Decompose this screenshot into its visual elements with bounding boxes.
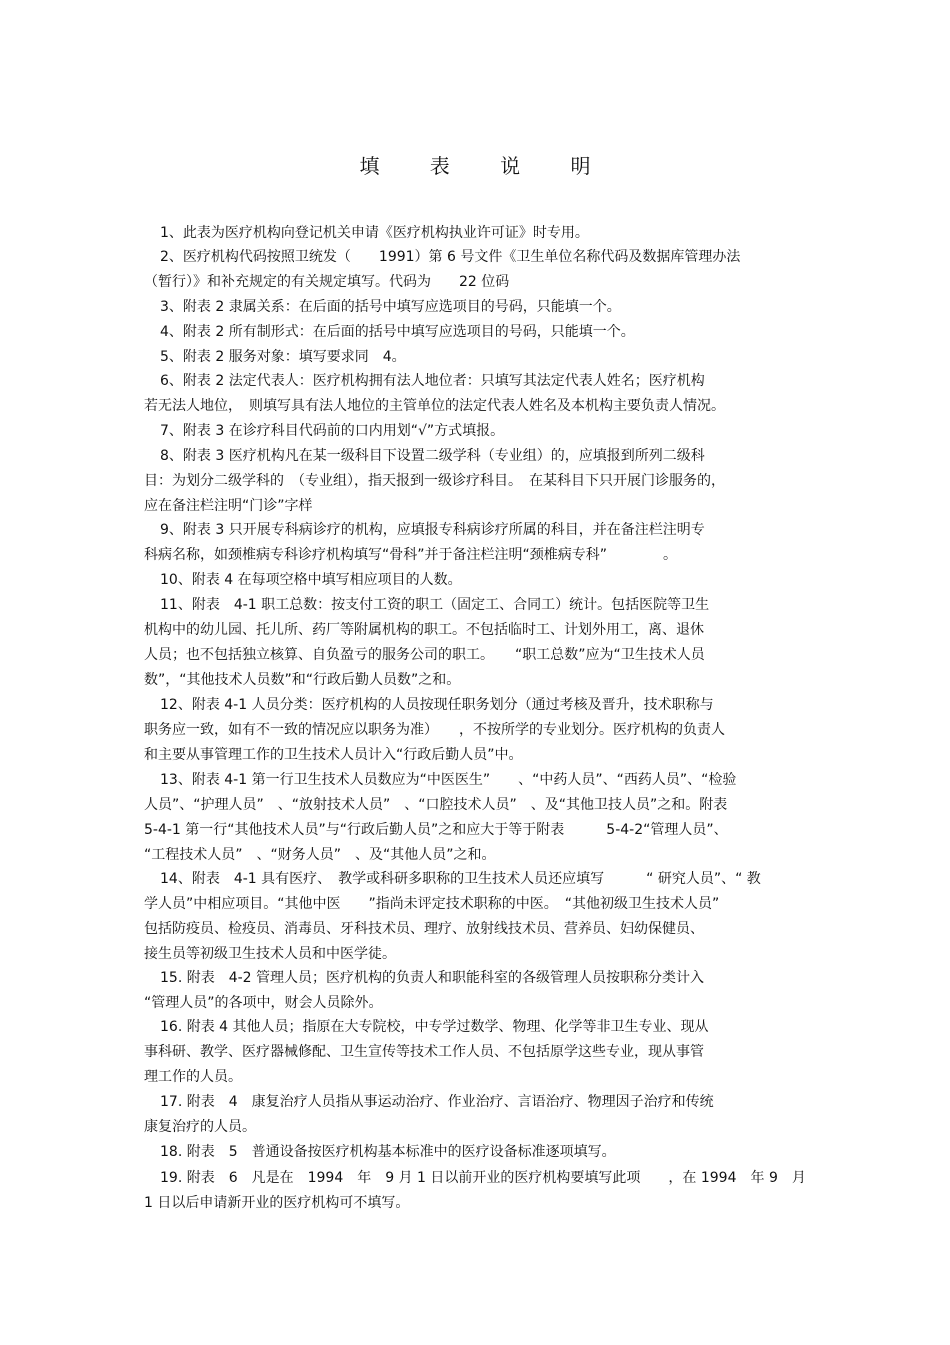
instruction-item [144, 867, 812, 967]
instruction-line: 10、附表 4 在每项空格中填写相应项目的人数。 [160, 572, 462, 588]
instruction-line: 18. 附表 5 普通设备按医疗机构基本标准中的医疗设备标准逐项填写。 [160, 1144, 616, 1160]
instruction-item [144, 345, 812, 370]
instruction-item [144, 518, 812, 568]
instruction-line: 1 日以后申请新开业的医疗机构可不填写。 [144, 1195, 410, 1211]
instruction-line: 数”，“其他技术人员数”和“行政后勤人员数”之和。 [144, 672, 461, 688]
instruction-line: 17. 附表 4 康复治疗人员指从事运动治疗、作业治疗、言语治疗、物理因子治疗和传统 [160, 1094, 714, 1110]
instruction-line: 1、此表为医疗机构向登记机关申请《医疗机构执业许可证》时专用。 [160, 225, 589, 241]
instruction-item [144, 593, 812, 693]
instruction-line: 4、附表 2 所有制形式：在后面的括号中填写应选项目的号码，只能填一个。 [160, 324, 635, 340]
instruction-item [144, 1090, 812, 1140]
instruction-item [144, 419, 812, 444]
instruction-line: 职务应一致，如有不一致的情况应以职务为准） ，不按所学的专业划分。医疗机构的负责人 [144, 722, 725, 738]
instruction-item [144, 768, 812, 868]
instruction-line: 16. 附表 4 其他人员；指原在大专院校，中专学过数学、物理、化学等非卫生专业、现从 [160, 1019, 709, 1035]
instruction-item [144, 1166, 812, 1216]
instruction-line: 12、附表 4-1 人员分类：医疗机构的人员按现任职务划分（通过考核及晋升，技术职称与 [160, 697, 714, 713]
instruction-line: 若无法人地位， 则填写具有法人地位的主管单位的法定代表人姓名及本机构主要负责人情况。 [144, 398, 725, 414]
instruction-item [144, 295, 812, 320]
instruction-line: 13、附表 4-1 第一行卫生技术人员数应为“中医医生” 、“中药人员”、“西药人员”、“检验 [160, 772, 737, 788]
instruction-line: 人员”、“护理人员” 、“放射技术人员” 、“口腔技术人员” 、及“其他卫技人员”之和。附表 [144, 797, 728, 813]
instruction-line: 19. 附表 6 凡是在 1994 年 9 月 1 日以前开业的医疗机构要填写此项 ，在 1994 年 9 月 [160, 1170, 806, 1186]
instruction-line: 事科研、教学、医疗器械修配、卫生宣传等技术工作人员、不包括原学这些专业，现从事管 [144, 1044, 704, 1060]
instruction-line: 15. 附表 4-2 管理人员；医疗机构的负责人和职能科室的各级管理人员按职称分类计入 [160, 970, 705, 986]
instruction-line: （暂行）》和补充规定的有关规定填写。代码为 22 位码 [144, 274, 510, 290]
instruction-item [144, 1015, 812, 1090]
instruction-line: 2、医疗机构代码按照卫统发（ 1991）第 6 号文件《卫生单位名称代码及数据库管理办法 [160, 249, 741, 265]
instruction-item [144, 245, 812, 295]
instruction-line: 14、附表 4-1 具有医疗、 教学或科研多职称的卫生技术人员还应填写 “ 研究人员”、“ 教 [160, 871, 761, 887]
instruction-line: 机构中的幼儿园、托儿所、药厂等附属机构的职工。不包括临时工、计划外用工，离、退休 [144, 622, 704, 638]
instruction-line: 接生员等初级卫生技术人员和中医学徒。 [144, 946, 396, 962]
instruction-item [144, 568, 812, 593]
instruction-line: 科病名称，如颈椎病专科诊疗机构填写“骨科”并于备注栏注明“颈椎病专科” 。 [144, 547, 678, 563]
instruction-item [144, 966, 812, 1016]
instruction-line: 应在备注栏注明“门诊”字样 [144, 498, 313, 514]
instruction-item [144, 1140, 812, 1165]
instruction-line: 3、附表 2 隶属关系：在后面的括号中填写应选项目的号码，只能填一个。 [160, 299, 621, 315]
instruction-line: 9、附表 3 只开展专科病诊疗的机构，应填报专科病诊疗所属的科目，并在备注栏注明专 [160, 522, 705, 538]
instruction-line: 8、附表 3 医疗机构凡在某一级科目下设置二级学科（专业组）的，应填报到所列二级科 [160, 448, 705, 464]
instruction-line: 7、附表 3 在诊疗科目代码前的口内用划“√”方式填报。 [160, 423, 505, 439]
instruction-line: 理工作的人员。 [144, 1069, 242, 1085]
instruction-line: 康复治疗的人员。 [144, 1119, 256, 1135]
instruction-item [144, 320, 812, 345]
instruction-line: 5-4-1 第一行“其他技术人员”与“行政后勤人员”之和应大于等于附表 5-4-2“管理人员”、 [144, 822, 728, 838]
instruction-item [144, 369, 812, 419]
instruction-line: 11、附表 4-1 职工总数：按支付工资的职工（固定工、合同工）统计。包括医院等卫生 [160, 597, 710, 613]
instruction-line: “工程技术人员” 、“财务人员” 、及“其他人员”之和。 [144, 847, 496, 863]
instruction-line: 学人员”中相应项目。“其他中医 ”指尚未评定技术职称的中医。 “其他初级卫生技术人员” [144, 896, 720, 912]
page-title: 填 表 说 明 [359, 154, 613, 178]
instruction-line: 和主要从事管理工作的卫生技术人员计入“行政后勤人员”中。 [144, 747, 523, 763]
instruction-line: 人员；也不包括独立核算、自负盈亏的服务公司的职工。 “职工总数”应为“卫生技术人员 [144, 647, 705, 663]
instruction-line: “管理人员”的各项中，财会人员除外。 [144, 995, 383, 1011]
instruction-line: 包括防疫员、检疫员、消毒员、牙科技术员、理疗、放射线技术员、营养员、妇幼保健员、 [144, 921, 704, 937]
instruction-item [144, 221, 812, 246]
instruction-item [144, 444, 812, 519]
instruction-line: 6、附表 2 法定代表人：医疗机构拥有法人地位者：只填写其法定代表人姓名；医疗机构 [160, 373, 705, 389]
instruction-line: 目：为划分二级学科的 （专业组），指天报到一级诊疗科目。 在某科目下只开展门诊服务的， [144, 473, 725, 489]
instruction-line: 5、附表 2 服务对象：填写要求同 4。 [160, 349, 406, 365]
instruction-item [144, 693, 812, 768]
